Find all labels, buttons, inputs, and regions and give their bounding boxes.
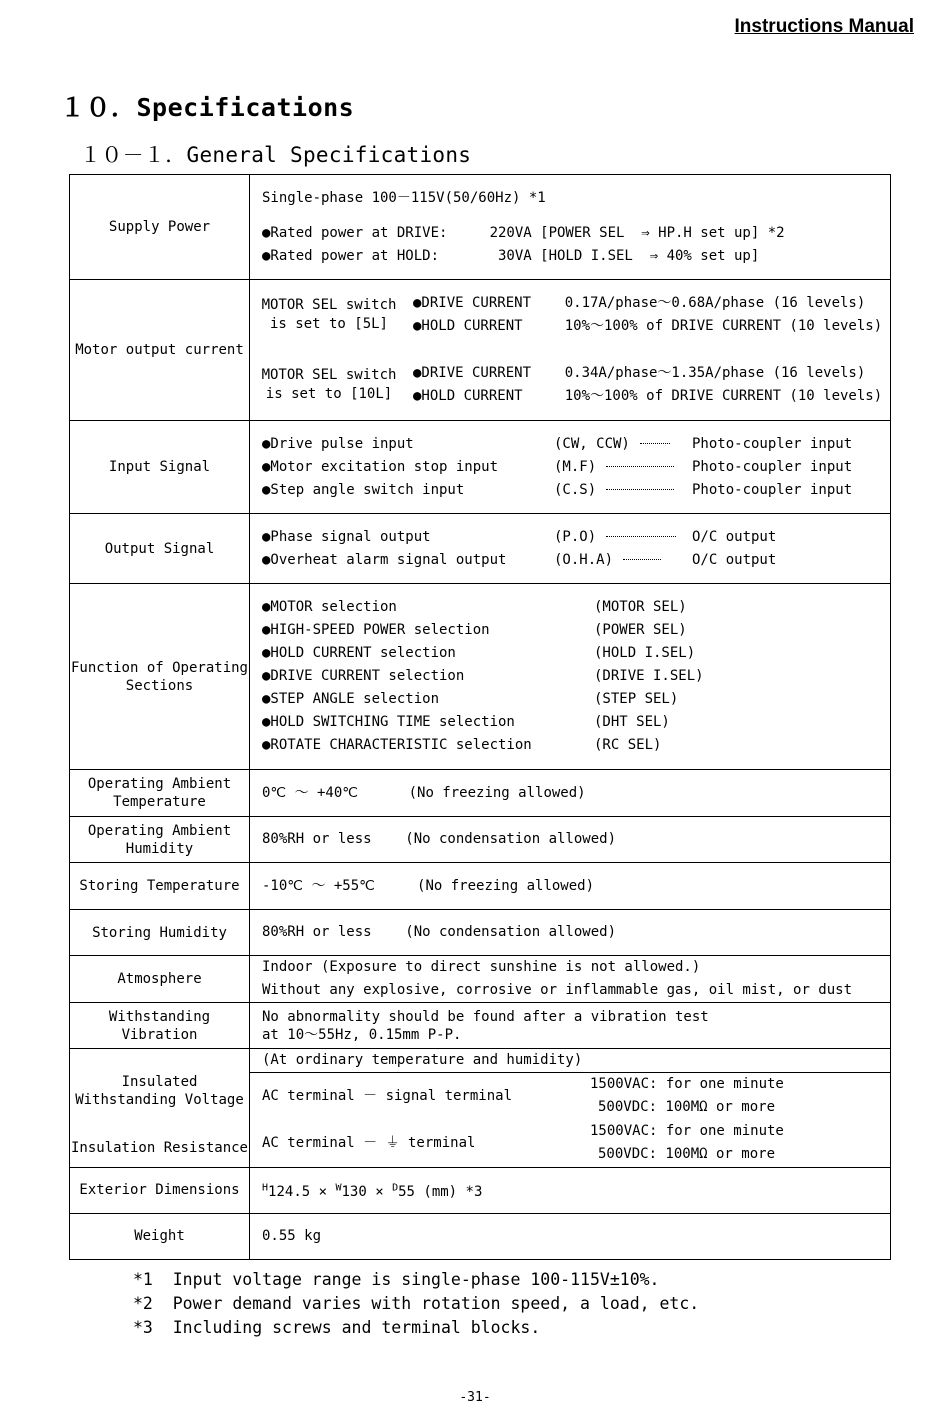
- row-motor-current: [70, 280, 891, 421]
- row-input-signal: [70, 421, 891, 514]
- row-operating-humidity: [70, 817, 891, 863]
- dimensions-value: $^H$124.5 × $^W$130 × $^D$55 (mm) *3: [250, 1167, 891, 1213]
- output-signal-list: [262, 526, 890, 572]
- row-vibration: [70, 1003, 891, 1049]
- function-code: (POWER SEL): [594, 622, 687, 638]
- label-functions: Function of Operating Sections: [70, 584, 250, 770]
- supply-line-1: Single-phase 100－115V(50/60Hz) *1: [262, 189, 546, 206]
- leader-dots: [606, 489, 674, 490]
- row-supply-power: [70, 175, 891, 280]
- vibration-line-1: No abnormality should be found after a vibration test: [262, 1008, 709, 1025]
- subsection-title: １０－１．General Specifications: [80, 143, 472, 167]
- atmosphere-line-1: Indoor (Exposure to direct sunshine is not allowed.): [262, 959, 701, 975]
- insulation-term-signal: AC terminal － signal terminal: [262, 1087, 513, 1104]
- output-signal-name: ●Phase signal output: [262, 528, 431, 545]
- function-name: ●DRIVE CURRENT selection: [262, 668, 465, 684]
- input-signal-code: (C.S): [554, 479, 692, 502]
- input-signal-name: ●Motor excitation stop input: [262, 458, 499, 475]
- motor-values-10l: ●DRIVE CURRENT 0.34A/phase～1.35A/phase (16 levels) ●HOLD CURRENT 10%～100% of DRIVE CURRENT (10 levels): [413, 365, 883, 404]
- function-code: (DHT SEL): [594, 714, 670, 730]
- output-signal-name: ●Overheat alarm signal output: [262, 551, 507, 568]
- input-signal-list: [262, 433, 890, 502]
- insulation-term-ground: AC terminal － ⏚ terminal: [262, 1134, 476, 1151]
- function-code: (STEP SEL): [594, 691, 679, 707]
- row-atmosphere: [70, 956, 891, 1003]
- label-storing-temperature: Storing Temperature: [70, 863, 250, 910]
- motor-values-5l: ●DRIVE CURRENT 0.17A/phase～0.68A/phase (16 levels) ●HOLD CURRENT 10%～100% of DRIVE CURRENT (10 levels): [413, 295, 883, 334]
- vibration-line-2: at 10～55Hz, 0.15mm P-P.: [262, 1026, 462, 1043]
- input-signal-type: Photo-coupler input: [692, 481, 853, 498]
- row-storing-humidity: [70, 910, 891, 956]
- row-functions: [70, 584, 891, 770]
- label-operating-humidity: Operating Ambient Humidity: [70, 817, 250, 863]
- storing-humidity-value: 80%RH or less (No condensation allowed): [262, 924, 617, 940]
- input-signal-type: Photo-coupler input: [692, 458, 853, 475]
- function-code: (MOTOR SEL): [594, 599, 687, 615]
- supply-line-3: ●Rated power at HOLD: 30VA [HOLD I.SEL ⇒ 40% set up]: [262, 247, 760, 264]
- label-dimensions: Exterior Dimensions: [70, 1167, 250, 1213]
- motor-cond-10l: MOTOR SEL switch is set to [10L]: [261, 367, 397, 402]
- output-signal-type: O/C output: [692, 551, 777, 568]
- motor-cond-5l: MOTOR SEL switch is set to [5L]: [261, 297, 397, 332]
- page-number: -31-: [459, 1390, 491, 1405]
- input-signal-code: (CW, CCW): [554, 433, 692, 456]
- function-name: ●HOLD SWITCHING TIME selection: [262, 714, 515, 730]
- row-insulation: [70, 1049, 891, 1168]
- label-storing-humidity: Storing Humidity: [70, 910, 250, 956]
- function-code: (DRIVE I.SEL): [594, 668, 704, 684]
- function-code: (HOLD I.SEL): [594, 645, 696, 661]
- insulation-values-ground: 1500VAC: for one minute 500VDC: 100MΩ or more: [590, 1123, 784, 1162]
- leader-dots: [606, 536, 676, 537]
- label-motor-current: Motor output current: [70, 280, 250, 421]
- storing-temperature-value: -10℃ ～ +55℃ (No freezing allowed): [262, 877, 595, 894]
- label-input-signal: Input Signal: [70, 421, 250, 514]
- label-operating-temperature: Operating Ambient Temperature: [70, 770, 250, 817]
- input-signal-name: ●Drive pulse input: [262, 435, 414, 452]
- input-signal-code: (M.F): [554, 456, 692, 479]
- spec-table: [69, 174, 891, 1260]
- function-name: ●STEP ANGLE selection: [262, 691, 440, 707]
- output-signal-code: (O.H.A): [554, 549, 692, 572]
- row-dimensions: [70, 1167, 891, 1213]
- label-vibration: Withstanding Vibration: [70, 1003, 250, 1049]
- output-signal-type: O/C output: [692, 528, 777, 545]
- operating-humidity-value: 80%RH or less (No condensation allowed): [262, 831, 617, 847]
- row-output-signal: [70, 514, 891, 584]
- leader-dots: [606, 466, 674, 467]
- function-name: ●ROTATE CHARACTERISTIC selection: [262, 737, 532, 753]
- input-signal-type: Photo-coupler input: [692, 435, 853, 452]
- section-title: １０．Specifications: [60, 93, 355, 122]
- manual-header: Instructions Manual: [734, 16, 914, 37]
- function-name: ●HIGH-SPEED POWER selection: [262, 622, 490, 638]
- leader-dots: [640, 443, 670, 444]
- row-operating-temperature: [70, 770, 891, 817]
- leader-dots: [623, 559, 661, 560]
- label-output-signal: Output Signal: [70, 514, 250, 584]
- footnote-2: *2 Power demand varies with rotation speed, a load, etc.: [133, 1294, 700, 1313]
- function-name: ●MOTOR selection: [262, 599, 397, 615]
- output-signal-code: (P.O): [554, 526, 692, 549]
- weight-value: 0.55 kg: [262, 1227, 322, 1244]
- insulation-values-signal: 1500VAC: for one minute 500VDC: 100MΩ or more: [590, 1076, 784, 1116]
- label-supply-power: Supply Power: [70, 175, 250, 280]
- label-weight: Weight: [70, 1213, 250, 1259]
- atmosphere-line-2: Without any explosive, corrosive or inflammable gas, oil mist, or dust: [262, 982, 853, 998]
- operating-temperature-value: 0℃ ～ +40℃ (No freezing allowed): [262, 784, 586, 801]
- label-insulation: Insulated Withstanding Voltage Insulation Resistance: [70, 1049, 250, 1168]
- row-storing-temperature: [70, 863, 891, 910]
- input-signal-name: ●Step angle switch input: [262, 481, 465, 498]
- footnote-3: *3 Including screws and terminal blocks.: [133, 1318, 541, 1337]
- label-atmosphere: Atmosphere: [70, 956, 250, 1003]
- supply-line-2: ●Rated power at DRIVE: 220VA [POWER SEL ⇒ HP.H set up] *2: [262, 224, 785, 241]
- row-weight: [70, 1213, 891, 1259]
- insulation-condition: (At ordinary temperature and humidity): [250, 1049, 890, 1073]
- function-name: ●HOLD CURRENT selection: [262, 645, 456, 661]
- footnote-1: *1 Input voltage range is single-phase 100-115V±10%.: [133, 1270, 660, 1289]
- function-code: (RC SEL): [594, 737, 662, 753]
- function-list: [262, 596, 890, 757]
